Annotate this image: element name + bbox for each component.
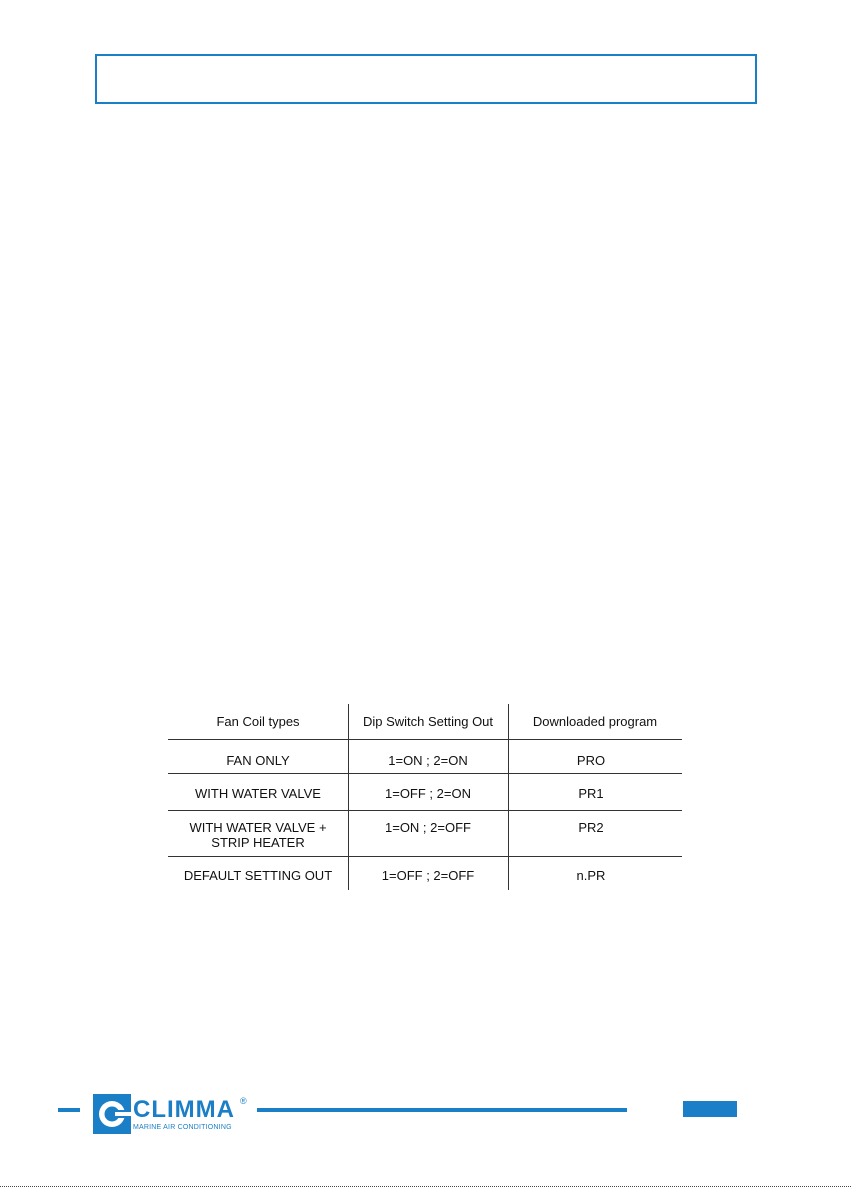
row-divider-1 (168, 739, 682, 740)
cell-program: PRO (576, 753, 606, 768)
cell-dip: 1=OFF ; 2=ON (385, 786, 471, 801)
cell-type: DEFAULT SETTING OUT (183, 868, 333, 883)
header-fan-coil-types: Fan Coil types (216, 714, 300, 729)
cell-type: FAN ONLY (226, 753, 290, 768)
row-divider-3 (168, 810, 682, 811)
logo-subtitle: MARINE AIR CONDITIONING (133, 1124, 232, 1131)
header-frame (95, 54, 757, 104)
row-divider-2 (168, 773, 682, 774)
bottom-dotted-edge (0, 1186, 851, 1187)
footer-dash (58, 1108, 80, 1112)
cell-program: n.PR (576, 868, 606, 883)
logo-wordmark: CLIMMA (133, 1096, 235, 1123)
cell-dip: 1=ON ; 2=ON (388, 753, 468, 768)
registered-mark: ® (240, 1096, 247, 1106)
header-dip-switch: Dip Switch Setting Out (362, 714, 494, 729)
page-number-tab (683, 1101, 737, 1117)
climma-logo (93, 1094, 248, 1136)
footer-rule (257, 1108, 627, 1112)
header-downloaded-program: Downloaded program (532, 714, 658, 729)
cell-dip: 1=ON ; 2=OFF (385, 820, 471, 835)
fan-coil-table (168, 704, 682, 890)
cell-type: WITH WATER VALVE (195, 786, 321, 801)
cell-program: PR1 (578, 786, 604, 801)
cell-program: PR2 (578, 820, 604, 835)
cell-type-line2: STRIP HEATER (211, 835, 305, 850)
cell-type-line1: WITH WATER VALVE + (189, 820, 327, 835)
row-divider-4 (168, 856, 682, 857)
climma-c-logo-icon (93, 1094, 131, 1134)
cell-dip: 1=OFF ; 2=OFF (381, 868, 475, 883)
